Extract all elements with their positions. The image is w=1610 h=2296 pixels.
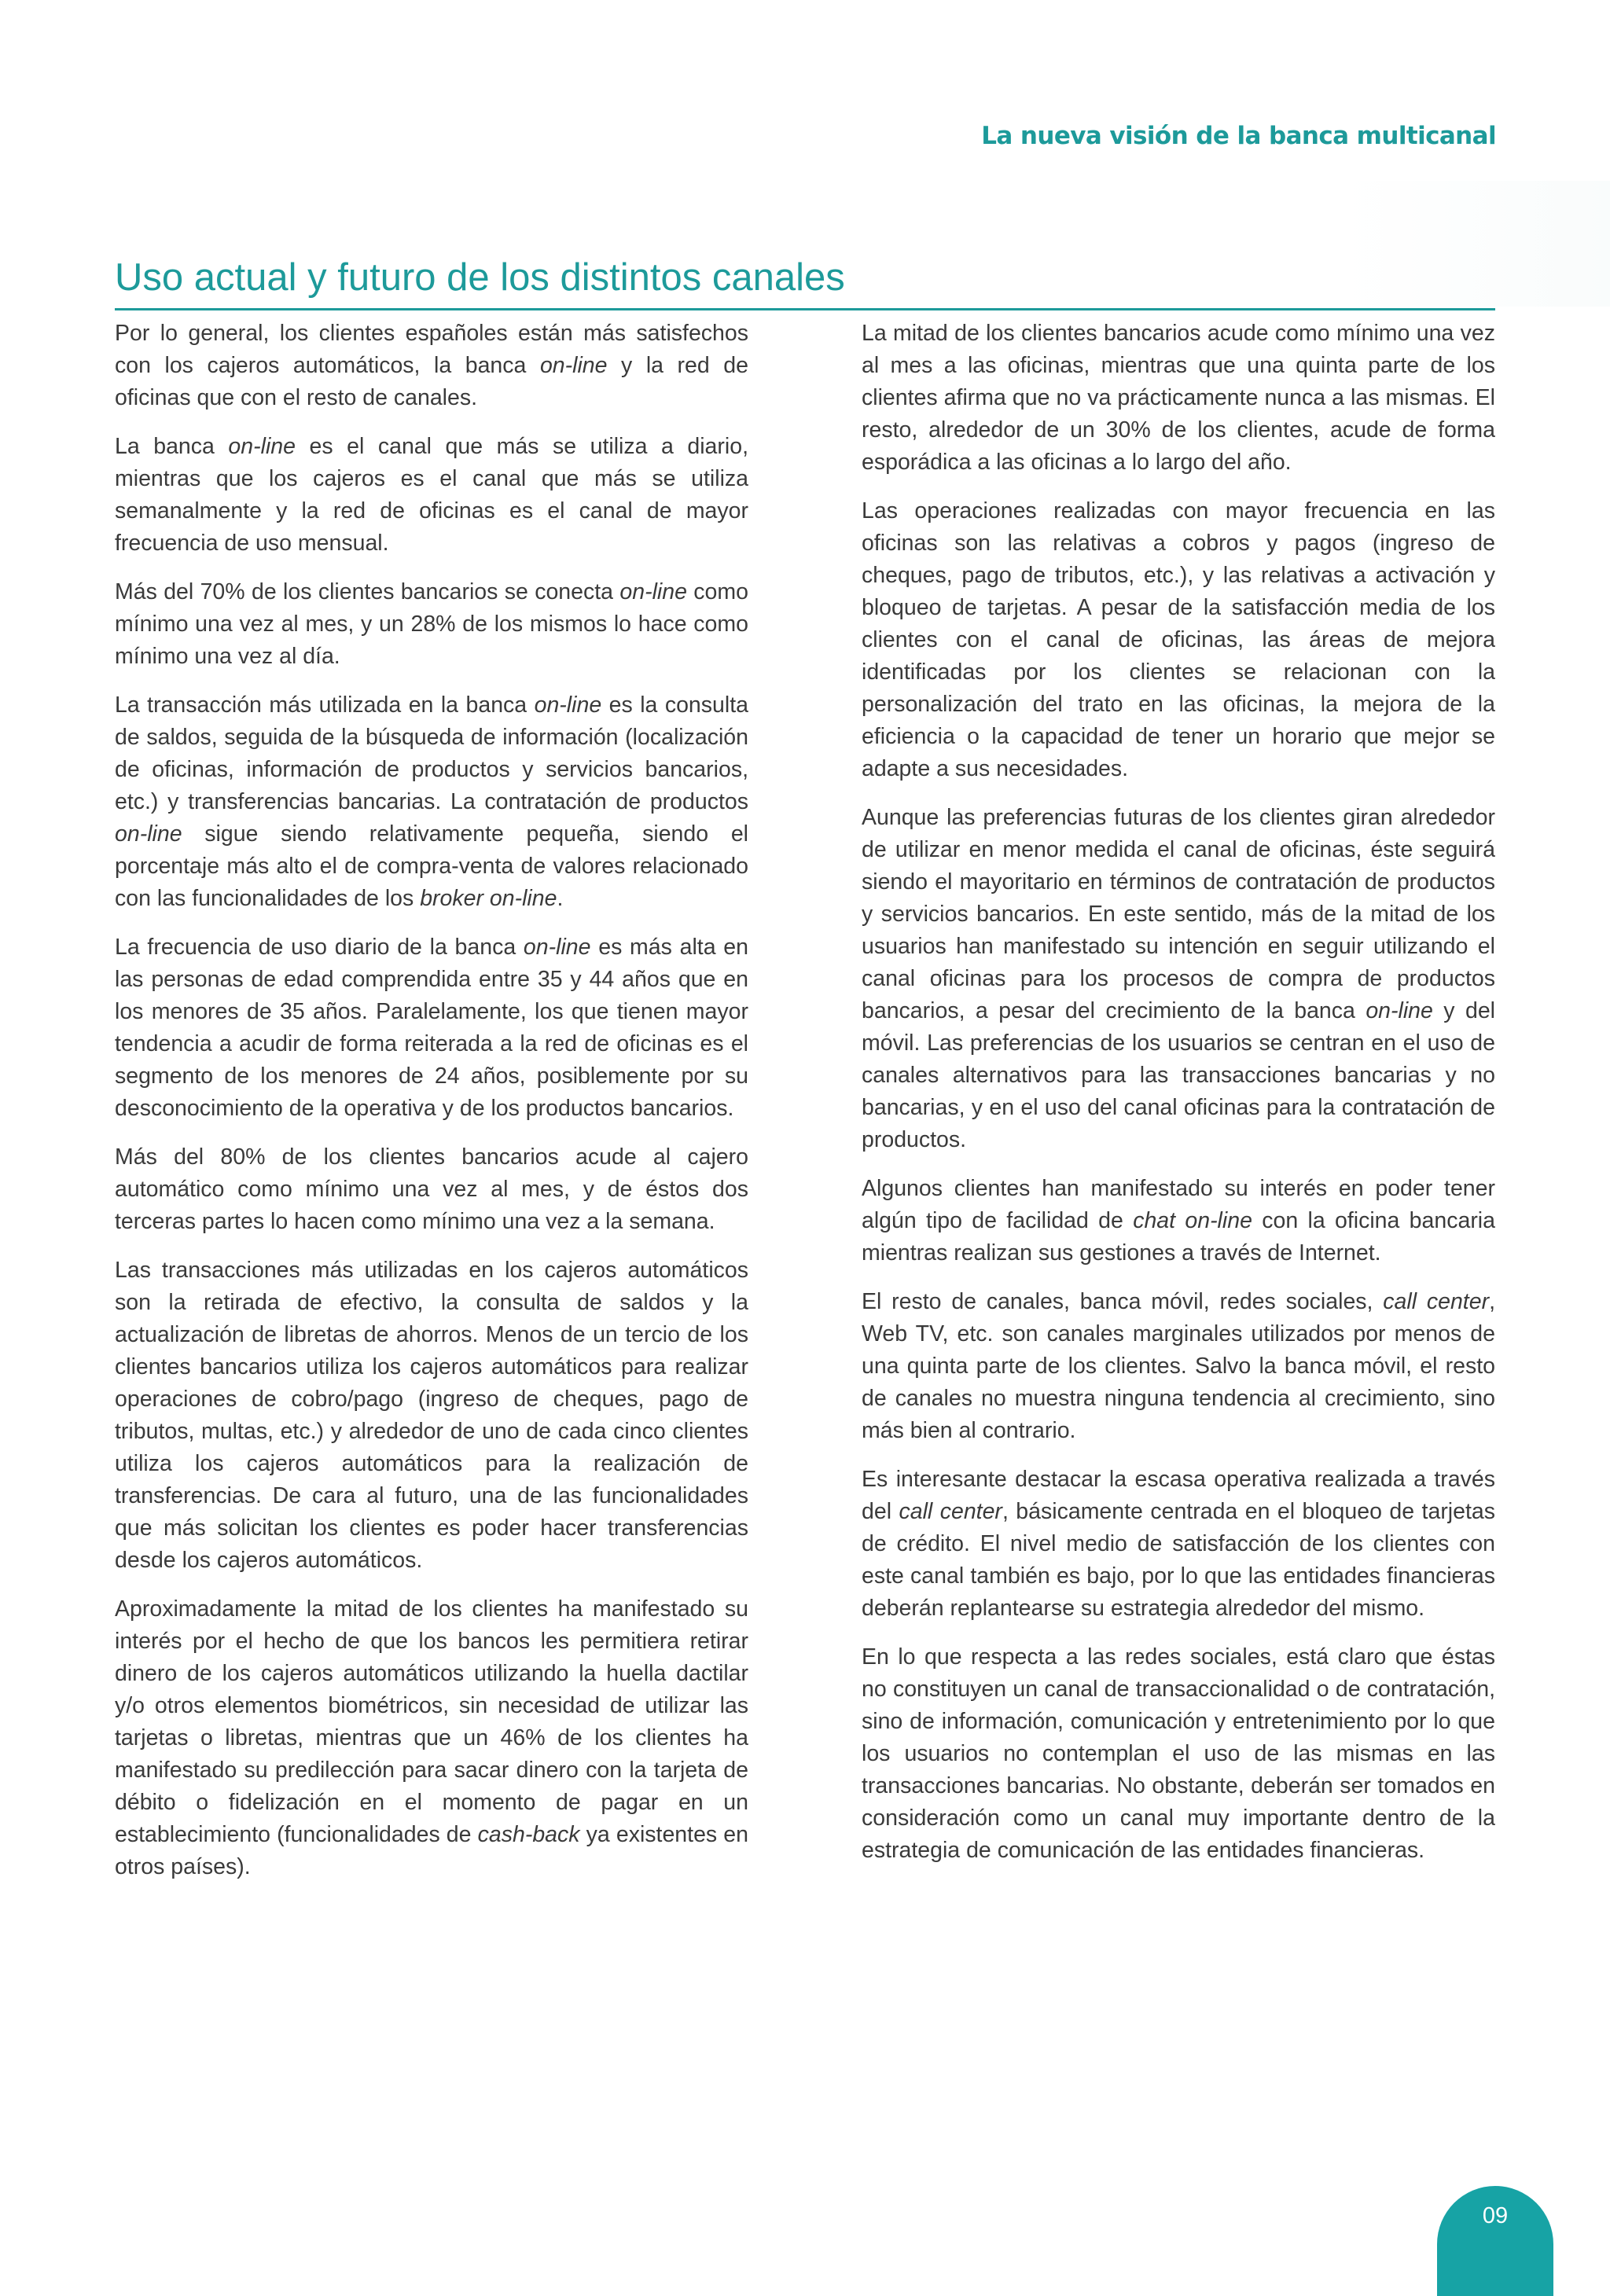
text-run: Las transacciones más utilizadas en los cajeros automáticos son la retirada de efectivo, la consulta de saldos y la actualización de libretas de ahorros. Menos de un tercio de los clientes bancarios utiliza los cajeros automáticos para realizar operaciones de cobro/pago (ingreso de cheques, pago de tributos, multas, etc.) y alrededor de uno de cada cinco clientes utiliza los cajeros automáticos para la realización de transferencias. De cara al futuro, una de las funcionalidades que más solicitan los clientes es poder hacer transferencias desde los cajeros automáticos. bbox=[115, 1258, 748, 1573]
text-column-left bbox=[115, 318, 748, 1900]
page-number-tab bbox=[1437, 2186, 1553, 2296]
italic-term: on-line bbox=[115, 821, 182, 847]
italic-term: call center bbox=[1383, 1289, 1490, 1314]
text-run: La mitad de los clientes bancarios acude como mínimo una vez al mes a las oficinas, mientras que una quinta parte de los clientes afirma que no va prácticamente nunca a las mismas. El resto, alrededor de un 30% de los clientes, acude de forma esporádica a las oficinas a lo largo del año. bbox=[862, 321, 1495, 475]
body-paragraph bbox=[115, 318, 748, 414]
text-run: En lo que respecta a las redes sociales, está claro que éstas no constituyen un canal de transaccionalidad o de contratación, sino de información, comunicación y entretenimiento por lo que los usuarios no contemplan el uso de las mismas en las transacciones bancarias. No obstante, deberán ser tomados en consideración como un canal muy importante dentro de la estrategia de comunicación de las entidades financieras. bbox=[862, 1644, 1495, 1863]
text-run: La banca bbox=[115, 434, 229, 459]
text-run: Las operaciones realizadas con mayor frecuencia en las oficinas son las relativas a cobros y pagos (ingreso de cheques, pago de tributos, etc.), y las relativas a activación y bloqueo de tarjetas. A pesar de la satisfacción media de los clientes con el canal de oficinas, las áreas de mejora identificadas por los clientes se relacionan con la personalización del trato en las oficinas, la mejora de la eficiencia o la capacidad de tener un horario que mejor se adapte a sus necesidades. bbox=[862, 498, 1495, 781]
italic-term: on-line bbox=[523, 935, 591, 960]
body-paragraph bbox=[115, 1255, 748, 1577]
text-run: Más del 80% de los clientes bancarios acude al cajero automático como mínimo una vez al mes, y de éstos dos terceras partes lo hacen como mínimo una vez a la semana. bbox=[115, 1144, 748, 1234]
body-paragraph bbox=[862, 495, 1495, 785]
body-paragraph bbox=[862, 1173, 1495, 1269]
text-run: es más alta en las personas de edad comprendida entre 35 y 44 años que en los menores de 35 años. Paralelamente, los que tienen mayor tendencia a acudir de forma reiterada a la red de oficinas es el segmento de los menores de 24 años, posiblemente por su desconocimiento de la operativa y de los productos bancarios. bbox=[115, 935, 748, 1121]
section-title-rule bbox=[115, 308, 1495, 310]
text-run: Aunque las preferencias futuras de los clientes giran alrededor de utilizar en menor medida el canal de oficinas, éste seguirá siendo el mayoritario en términos de contratación de productos y servicios bancarios. En este sentido, más de la mitad de los usuarios han manifestado su intención en seguir utilizando el canal oficinas para los procesos de compra de productos bancarios, a pesar del crecimiento de la banca bbox=[862, 805, 1495, 1023]
body-paragraph bbox=[862, 1464, 1495, 1625]
italic-term: cash-back bbox=[477, 1822, 580, 1847]
text-run: , básicamente centrada en el bloqueo de tarjetas de crédito. El nivel medio de satisfacción de los clientes con este canal también es bajo, por lo que las entidades financieras deberán replantearse su estrategia alrededor del mismo. bbox=[862, 1499, 1496, 1621]
text-run: ya existentes en otros países). bbox=[115, 1822, 748, 1879]
text-run: El resto de canales, banca móvil, redes sociales, bbox=[862, 1289, 1384, 1314]
italic-term: broker on-line bbox=[420, 886, 557, 911]
body-paragraph bbox=[862, 318, 1495, 479]
italic-term: on-line bbox=[1366, 998, 1433, 1023]
text-run: La transacción más utilizada en la banca bbox=[115, 692, 535, 718]
italic-term: call center bbox=[899, 1499, 1002, 1524]
text-column-right bbox=[862, 318, 1495, 1883]
text-run: y la red de oficinas que con el resto de canales. bbox=[115, 353, 748, 410]
italic-term: on-line bbox=[534, 692, 602, 718]
body-paragraph bbox=[115, 689, 748, 915]
body-paragraph bbox=[862, 1641, 1495, 1867]
page-number: 09 bbox=[1482, 2203, 1509, 2228]
text-run: Más del 70% de los clientes bancarios se conecta bbox=[115, 579, 620, 604]
decorative-corner-shade bbox=[1343, 181, 1610, 307]
italic-term: on-line bbox=[228, 434, 296, 459]
body-paragraph bbox=[115, 431, 748, 560]
text-run: sigue siendo relativamente pequeña, siendo el porcentaje más alto el de compra-venta de valores relacionado con las funcionalidades de los bbox=[115, 821, 748, 911]
text-run: Aproximadamente la mitad de los clientes ha manifestado su interés por el hecho de que los bancos les permitiera retirar dinero de los cajeros automáticos utilizando la huella dactilar y/o otros elementos biométricos, sin necesidad de utilizar las tarjetas o libretas, mientras que un 46% de los clientes ha manifestado su predilección para sacar dinero con la tarjeta de débito o fidelización en el momento de pagar en un establecimiento (funcionalidades de bbox=[115, 1596, 748, 1847]
body-paragraph bbox=[862, 1286, 1495, 1447]
text-run: y del móvil. Las preferencias de los usuarios se centran en el uso de canales alternativos para las transacciones bancarias y no bancarias, y en el uso del canal oficinas para la contratación de productos. bbox=[862, 998, 1496, 1152]
text-run: es la consulta de saldos, seguida de la búsqueda de información (localización de oficinas, información de productos y servicios bancarios, etc.) y transferencias bancarias. La contratación de productos bbox=[115, 692, 748, 814]
text-run: Es interesante destacar la escasa operativa realizada a través del bbox=[862, 1467, 1495, 1524]
text-run: como mínimo una vez al mes, y un 28% de los mismos lo hace como mínimo una vez al día. bbox=[115, 579, 748, 669]
section-title: Uso actual y futuro de los distintos canales bbox=[115, 256, 845, 299]
body-paragraph bbox=[115, 931, 748, 1125]
text-run: es el canal que más se utiliza a diario, mientras que los cajeros es el canal que más se utiliza semanalmente y la red de oficinas es el canal de mayor frecuencia de uso mensual. bbox=[115, 434, 748, 556]
italic-term: chat on-line bbox=[1133, 1208, 1252, 1233]
body-paragraph bbox=[115, 576, 748, 673]
text-run: Por lo general, los clientes españoles están más satisfechos con los cajeros automáticos, la banca bbox=[115, 321, 748, 378]
body-paragraph bbox=[862, 802, 1495, 1156]
text-run: , Web TV, etc. son canales marginales utilizados por menos de una quinta parte de los clientes. Salvo la banca móvil, el resto de canales no muestra ninguna tendencia al crecimiento, sino más bien al contrario. bbox=[862, 1289, 1495, 1443]
body-paragraph bbox=[115, 1141, 748, 1238]
text-run: con la oficina bancaria mientras realizan sus gestiones a través de Internet. bbox=[862, 1208, 1495, 1266]
italic-term: on-line bbox=[539, 353, 608, 378]
text-run: . bbox=[557, 886, 564, 911]
text-run: Algunos clientes han manifestado su interés en poder tener algún tipo de facilidad de bbox=[862, 1176, 1495, 1233]
text-run: La frecuencia de uso diario de la banca bbox=[115, 935, 524, 960]
running-header: La nueva visión de la banca multicanal bbox=[981, 122, 1496, 150]
body-paragraph bbox=[115, 1593, 748, 1883]
italic-term: on-line bbox=[619, 579, 687, 604]
